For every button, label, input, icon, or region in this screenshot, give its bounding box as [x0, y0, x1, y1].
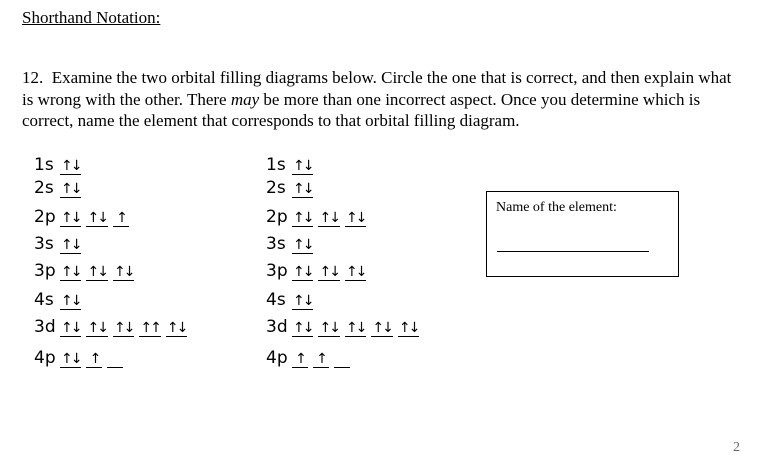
orbital-row-3d [34, 317, 192, 339]
orbital-row-2p [266, 207, 371, 229]
orbital-row-3d [266, 317, 424, 339]
orbital-row-1s [34, 155, 86, 177]
orbital-box: ↑ [292, 351, 308, 368]
orbital-row-3s [34, 234, 86, 256]
orbital-box: ↑↓ [61, 264, 81, 280]
orbital-box: ↑↓ [87, 210, 107, 226]
orbital-row-3p [266, 261, 371, 283]
orbital-row-2p [34, 207, 134, 229]
orbital-box: ↑↓ [293, 210, 313, 226]
orbital-box: ↑↓ [398, 320, 419, 336]
element-name-box [486, 191, 679, 277]
orbital-box [107, 351, 123, 368]
orbital-box: ↑ [113, 210, 129, 227]
orbital-box: ↑↓ [319, 320, 339, 336]
orbital-row-4p [34, 348, 128, 370]
orbital-box: ↑↓ [113, 320, 134, 336]
orbital-row-2s [34, 178, 86, 200]
element-name-label: Name of the element: [496, 200, 617, 215]
section-heading: Shorthand Notation: [22, 8, 161, 27]
orbital-box: ↑↓ [87, 320, 107, 336]
orbital-box: ↑↓ [293, 264, 313, 280]
orbital-box: ↑↓ [293, 293, 313, 309]
subshell-label: 2s [34, 178, 54, 198]
orbital-row-2s [266, 178, 318, 200]
orbital-row-4p [266, 348, 355, 370]
orbital-box: ↑↓ [87, 264, 107, 280]
subshell-label: 4s [34, 290, 54, 310]
orbital-box: ↑↓ [61, 210, 81, 226]
question-emphasis: may [230, 89, 260, 109]
subshell-label: 4s [266, 290, 286, 310]
orbital-box: ↑↓ [319, 264, 339, 280]
subshell-label: 4p [266, 348, 288, 368]
orbital-box: ↑↓ [61, 181, 81, 197]
subshell-label: 3d [266, 317, 288, 337]
subshell-label: 4p [34, 348, 56, 368]
subshell-label: 3s [266, 234, 286, 254]
subshell-label: 3p [266, 261, 288, 281]
question-number: 12. [22, 68, 44, 87]
orbital-box: ↑↓ [293, 181, 313, 197]
orbital-box: ↑↓ [293, 237, 313, 253]
orbital-box: ↑↓ [293, 320, 313, 336]
question-text-part2: be more than one incorrect aspect. Once you determine which is correct, name the element that corresponds to that orbital filling diagram. [22, 89, 701, 130]
orbital-box: ↑↓ [345, 320, 366, 336]
orbital-box: ↑↓ [61, 320, 81, 336]
orbital-row-3p [34, 261, 139, 283]
subshell-label: 2p [266, 207, 288, 227]
orbital-box: ↑↓ [345, 264, 366, 280]
orbital-box: ↑↓ [61, 351, 81, 367]
orbital-row-4s [266, 290, 318, 312]
page-number: 2 [733, 440, 740, 455]
orbital-box: ↑↓ [61, 237, 81, 253]
subshell-label: 3p [34, 261, 56, 281]
orbital-box: ↑ [86, 351, 102, 368]
orbital-row-4s [34, 290, 86, 312]
orbital-row-1s [266, 155, 318, 177]
subshell-label: 2p [34, 207, 56, 227]
orbital-box: ↑↓ [345, 210, 366, 226]
question-12 [22, 67, 742, 132]
orbital-box: ↑↓ [372, 320, 392, 336]
orbital-box: ↑ [313, 351, 329, 368]
orbital-box: ↑↓ [166, 320, 187, 336]
orbital-box [334, 351, 350, 368]
orbital-box: ↑↓ [293, 158, 313, 174]
orbital-box: ↑↓ [61, 293, 81, 309]
orbital-row-3s [266, 234, 318, 256]
orbital-box: ↑↓ [319, 210, 339, 226]
orbital-box: ↑↑ [140, 320, 160, 336]
subshell-label: 1s [266, 155, 286, 175]
subshell-label: 3s [34, 234, 54, 254]
orbital-box: ↑↓ [61, 158, 81, 174]
subshell-label: 3d [34, 317, 56, 337]
subshell-label: 1s [34, 155, 54, 175]
question-text-part1: Examine the two orbital filling diagrams below. Circle the one that is correct, and then explain what is wrong with the other. There [22, 68, 732, 109]
subshell-label: 2s [266, 178, 286, 198]
element-name-answer-line[interactable] [497, 251, 649, 252]
orbital-box: ↑↓ [113, 264, 134, 280]
